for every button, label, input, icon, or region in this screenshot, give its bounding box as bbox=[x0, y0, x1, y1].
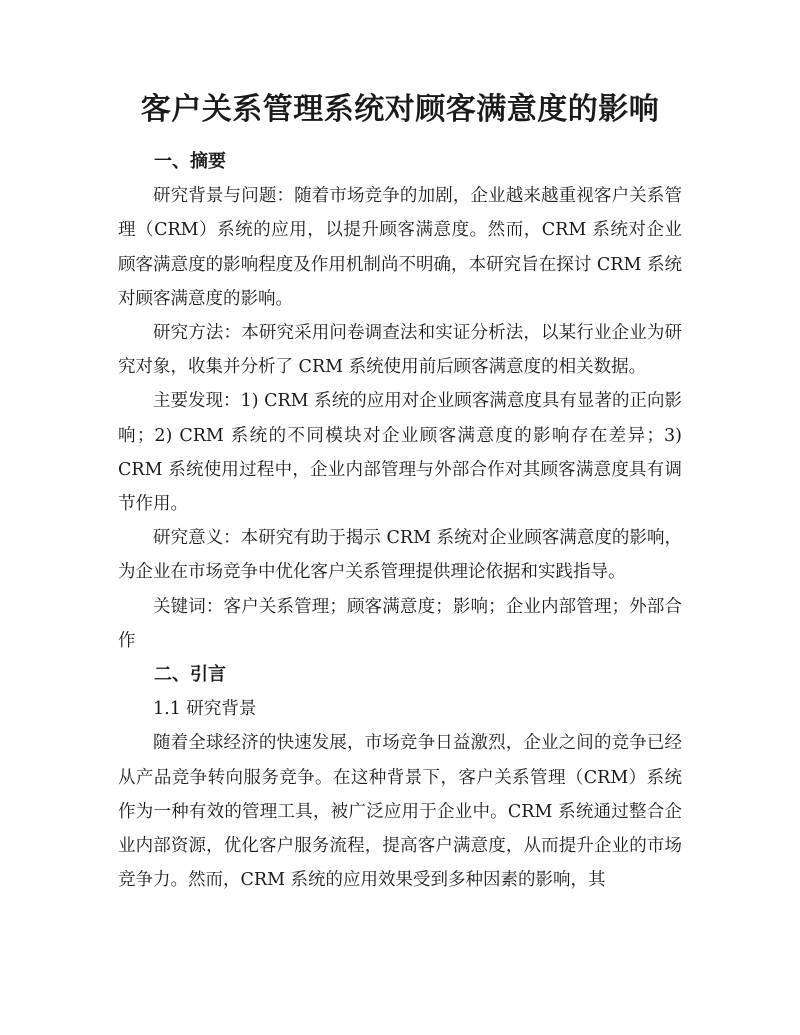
section-heading-abstract: 一、摘要 bbox=[154, 151, 226, 172]
document-body bbox=[118, 145, 682, 897]
abstract-paragraph-significance: 研究意义：本研究有助于揭示 CRM 系统对企业顾客满意度的影响，为企业在市场竞争中优化客户关系管理提供理论依据和实践指导。 bbox=[118, 528, 682, 583]
section-heading-introduction: 二、引言 bbox=[154, 664, 226, 686]
abstract-paragraph-findings: 主要发现：1) CRM 系统的应用对企业顾客满意度具有显著的正向影响；2) CRM 系统的不同模块对企业顾客满意度的影响存在差异；3) CRM 系统使用过程中，企业内部管理与外部合作对其顾客满意度具有调节作用。 bbox=[118, 391, 682, 515]
abstract-paragraph-background: 研究背景与问题：随着市场竞争的加剧，企业越来越重视客户关系管理（CRM）系统的应用，以提升顾客满意度。然而，CRM 系统对企业顾客满意度的影响程度及作用机制尚不明确，本研究旨在探讨 CRM 系统对顾客满意度的影响。 bbox=[118, 186, 682, 309]
subsection-heading-background: 1.1 研究背景 bbox=[153, 699, 257, 720]
document-title: 客户关系管理系统对顾客满意度的影响 bbox=[140, 92, 660, 127]
introduction-paragraph: 随着全球经济的快速发展，市场竞争日益激烈，企业之间的竞争已经从产品竞争转向服务竞争。在这种背景下，客户关系管理（CRM）系统作为一种有效的管理工具，被广泛应用于企业中。CRM 系统通过整合企业内部资源，优化客户服务流程，提高客户满意度，从而提升企业的市场竞争力。然而，CRM 系统的应用效果受到多种因素的影响，其 bbox=[118, 733, 682, 891]
abstract-paragraph-method: 研究方法：本研究采用问卷调查法和实证分析法，以某行业企业为研究对象，收集并分析了 CRM 系统使用前后顾客满意度的相关数据。 bbox=[118, 323, 682, 378]
abstract-paragraph-keywords: 关键词：客户关系管理；顾客满意度；影响；企业内部管理；外部合作 bbox=[118, 596, 682, 651]
